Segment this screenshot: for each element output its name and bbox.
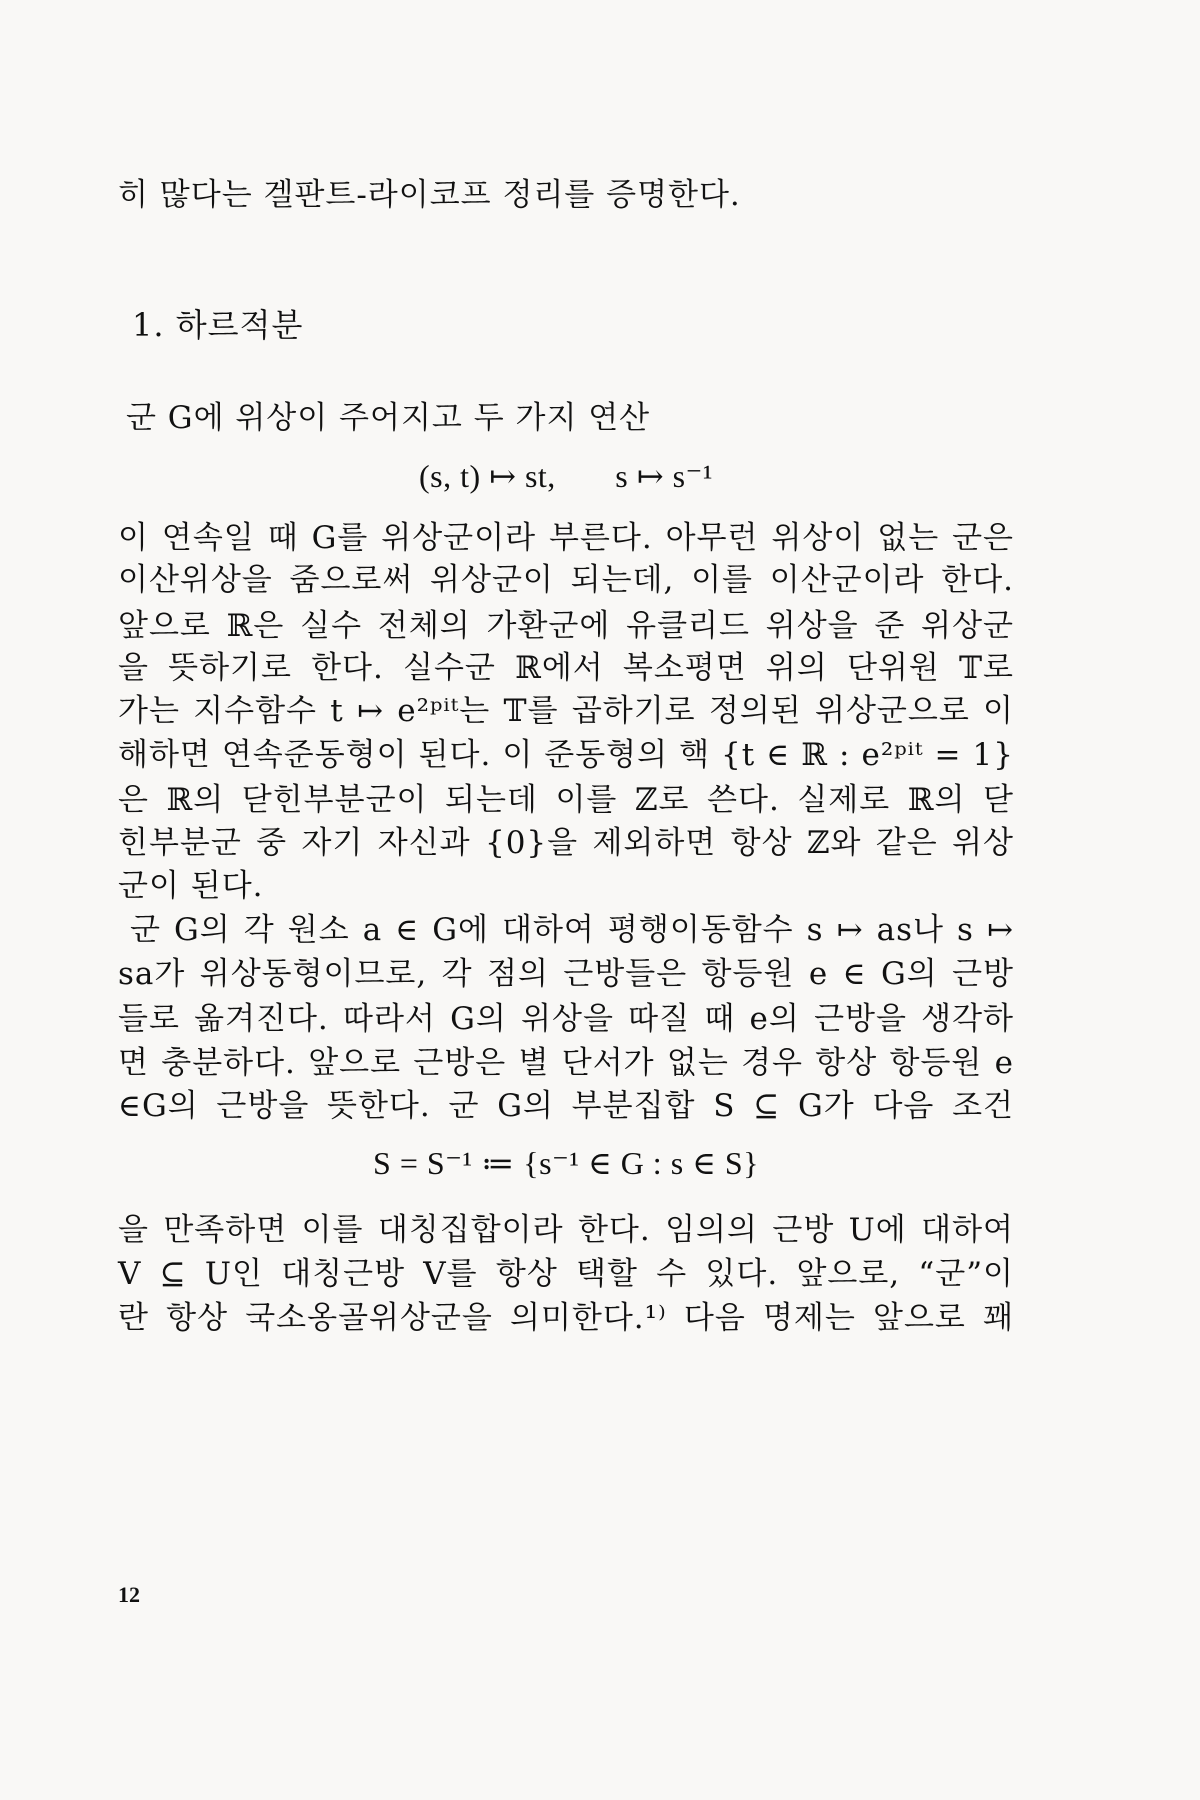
paragraph-line: 이산위상을 줌으로써 위상군이 되는데, 이를 이산군이라 한다.	[118, 562, 1014, 598]
page-number: 12	[118, 1582, 140, 1607]
paragraph-line: ∈G의 근방을 뜻한다. 군 G의 부분집합 S ⊆ G가 다음 조건	[118, 1088, 1014, 1124]
continued-text-line: 히 많다는 겔판트-라이코프 정리를 증명한다.	[118, 177, 741, 213]
paragraph-line: 가는 지수함수 t ↦ e²ᵖⁱᵗ는 𝕋를 곱하기로 정의된 위상군으로 이	[118, 693, 1014, 729]
paragraph-line: 은 ℝ의 닫힌부분군이 되는데 이를 ℤ로 쓴다. 실제로 ℝ의 닫	[118, 782, 1014, 818]
paragraph-line: 앞으로 ℝ은 실수 전체의 가환군에 유클리드 위상을 준 위상군	[118, 608, 1014, 644]
display-equation-operations: (s, t) ↦ st, s ↦ s⁻¹	[418, 458, 713, 494]
display-equation-symmetric-set: S = S⁻¹ ≔ {s⁻¹ ∈ G : s ∈ S}	[373, 1145, 759, 1181]
section-heading: 1. 하르적분	[132, 306, 304, 344]
paragraph-line: 해하면 연속준동형이 된다. 이 준동형의 핵 {t ∈ ℝ : e²ᵖⁱᵗ = 1}	[118, 737, 1014, 773]
paragraph-line: 힌부분군 중 자기 자신과 {0}을 제외하면 항상 ℤ와 같은 위상	[118, 825, 1014, 861]
paragraph-line: sa가 위상동형이므로, 각 점의 근방들은 항등원 e ∈ G의 근방	[118, 956, 1014, 992]
paragraph-line: 을 만족하면 이를 대칭집합이라 한다. 임의의 근방 U에 대하여	[118, 1212, 1014, 1248]
paragraph-line: 들로 옮겨진다. 따라서 G의 위상을 따질 때 e의 근방을 생각하	[118, 1001, 1014, 1037]
paragraph-line: 이 연속일 때 G를 위상군이라 부른다. 아무런 위상이 없는 군은	[118, 520, 1014, 556]
paragraph-line: 군이 된다.	[118, 868, 264, 904]
paragraph-line: V ⊆ U인 대칭근방 V를 항상 택할 수 있다. 앞으로, “군”이	[118, 1256, 1014, 1292]
paragraph-line: 군 G의 각 원소 a ∈ G에 대하여 평행이동함수 s ↦ as나 s ↦	[130, 912, 1014, 948]
paragraph-line: 란 항상 국소옹골위상군을 의미한다.¹⁾ 다음 명제는 앞으로 꽤	[118, 1300, 1014, 1336]
paragraph-line: 면 충분하다. 앞으로 근방은 별 단서가 없는 경우 항상 항등원 e	[118, 1045, 1014, 1081]
paragraph-line: 을 뜻하기로 한다. 실수군 ℝ에서 복소평면 위의 단위원 𝕋로	[118, 650, 1014, 686]
paragraph-intro-line: 군 G에 위상이 주어지고 두 가지 연산	[126, 400, 651, 436]
